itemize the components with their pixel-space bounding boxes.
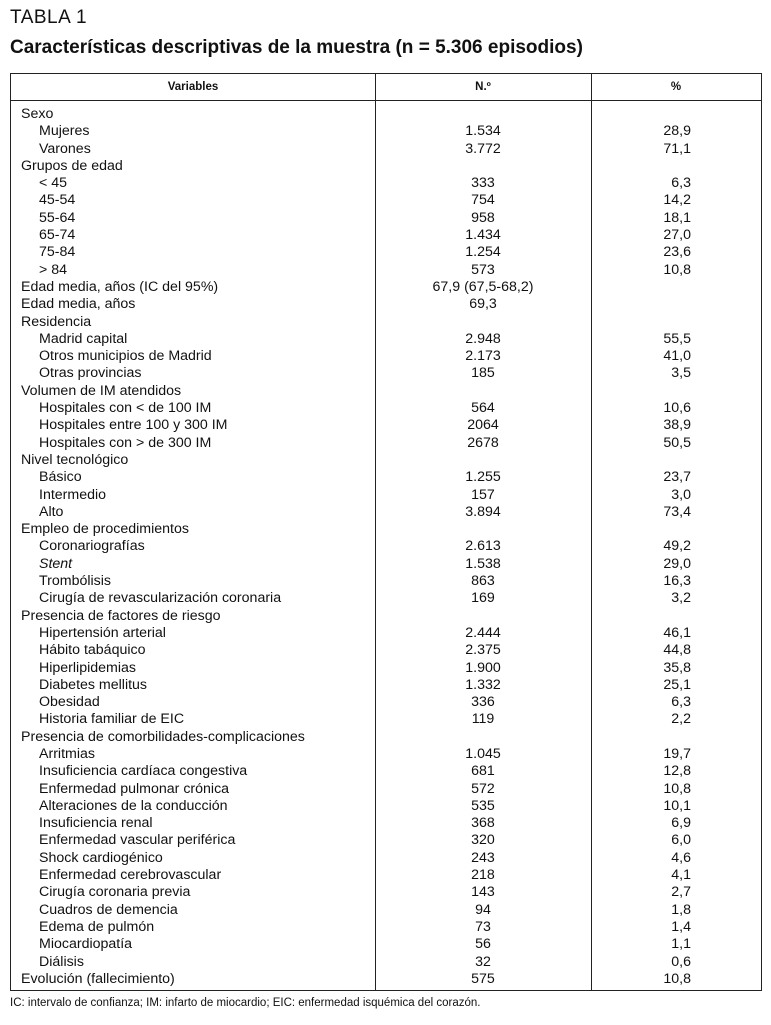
table-row xyxy=(11,504,761,521)
table-row xyxy=(11,590,761,607)
row-count: 564 xyxy=(471,400,495,417)
row-count: 3.772 xyxy=(465,140,501,157)
table-row xyxy=(11,954,761,971)
header-variables: Variables xyxy=(167,81,219,93)
row-percent: 10,6 xyxy=(663,400,691,417)
row-count: 336 xyxy=(471,694,495,711)
row-percent: 6,0 xyxy=(671,832,691,849)
row-variable: Alteraciones de la conducción xyxy=(39,797,228,814)
row-count: 67,9 (67,5-68,2) xyxy=(432,278,534,295)
row-variable: 45-54 xyxy=(39,192,76,209)
row-variable: 75-84 xyxy=(39,244,76,261)
row-variable: Edema de pulmón xyxy=(39,918,155,935)
row-count: 573 xyxy=(471,261,495,278)
row-variable: Presencia de comorbilidades-complicaciones xyxy=(21,728,305,745)
table-label: TABLA 1 xyxy=(10,7,88,28)
table-row xyxy=(11,123,761,140)
row-percent: 4,6 xyxy=(671,849,691,866)
table-row xyxy=(11,781,761,798)
row-count: 754 xyxy=(471,192,495,209)
table-row xyxy=(11,106,761,123)
row-percent: 38,9 xyxy=(663,417,691,434)
header-percent: % xyxy=(670,81,682,93)
row-variable: Trombólisis xyxy=(39,573,111,590)
row-count: 73 xyxy=(475,918,491,935)
table-row xyxy=(11,971,761,988)
row-percent: 4,1 xyxy=(671,867,691,884)
row-variable: Empleo de procedimientos xyxy=(21,521,189,538)
row-variable: Otros municipios de Madrid xyxy=(39,348,212,365)
row-variable: Arritmias xyxy=(39,745,95,762)
row-count: 368 xyxy=(471,815,495,832)
table-row xyxy=(11,677,761,694)
table-row xyxy=(11,746,761,763)
footnote: IC: intervalo de confianza; IM: infarto de miocardio; EIC: enfermedad isquémica del corazón. xyxy=(10,997,481,1009)
table-row xyxy=(11,279,761,296)
row-count: 1.255 xyxy=(465,469,501,486)
row-variable: Edad media, años (IC del 95%) xyxy=(21,278,219,295)
data-table xyxy=(10,73,762,991)
table-row xyxy=(11,175,761,192)
row-count: 1.534 xyxy=(465,123,501,140)
table-row xyxy=(11,383,761,400)
row-variable: Hipertensión arterial xyxy=(39,624,166,641)
row-variable: Hospitales con > de 300 IM xyxy=(39,434,212,451)
row-percent: 28,9 xyxy=(663,123,691,140)
row-percent: 29,0 xyxy=(663,555,691,572)
row-percent: 44,8 xyxy=(663,642,691,659)
row-count: 119 xyxy=(471,711,495,728)
row-count: 243 xyxy=(471,849,495,866)
table-row xyxy=(11,608,761,625)
row-count: 572 xyxy=(471,780,495,797)
row-count: 69,3 xyxy=(469,296,497,313)
table-row xyxy=(11,538,761,555)
row-count: 56 xyxy=(475,936,491,953)
row-variable: Shock cardiogénico xyxy=(39,849,163,866)
table-row xyxy=(11,884,761,901)
row-variable: Evolución (fallecimiento) xyxy=(21,970,175,987)
row-variable: 65-74 xyxy=(39,227,76,244)
row-variable: 55-64 xyxy=(39,209,76,226)
table-row xyxy=(11,521,761,538)
table-row xyxy=(11,262,761,279)
table-row xyxy=(11,244,761,261)
row-variable: Insuficiencia renal xyxy=(39,815,153,832)
row-count: 1.045 xyxy=(465,745,501,762)
row-count: 2.444 xyxy=(465,624,501,641)
row-percent: 1,1 xyxy=(671,936,691,953)
row-variable: Varones xyxy=(39,140,91,157)
row-variable: Hospitales entre 100 y 300 IM xyxy=(39,417,228,434)
row-count: 1.538 xyxy=(465,555,501,572)
row-variable: Diabetes mellitus xyxy=(39,676,148,693)
row-variable: Insuficiencia cardíaca congestiva xyxy=(39,763,248,780)
table-row xyxy=(11,573,761,590)
row-percent: 6,3 xyxy=(671,175,691,192)
row-count: 2.613 xyxy=(465,538,501,555)
table-row xyxy=(11,452,761,469)
row-variable: Edad media, años xyxy=(21,296,136,313)
row-count: 157 xyxy=(471,486,495,503)
row-percent: 18,1 xyxy=(663,209,691,226)
row-variable: Mujeres xyxy=(39,123,90,140)
row-percent: 23,7 xyxy=(663,469,691,486)
row-variable: Cirugía de revascularización coronaria xyxy=(39,590,282,607)
row-percent: 73,4 xyxy=(663,503,691,520)
row-count: 575 xyxy=(471,970,495,987)
table-row xyxy=(11,487,761,504)
table-row xyxy=(11,625,761,642)
table-row xyxy=(11,936,761,953)
row-count: 185 xyxy=(471,365,495,382)
row-variable: Hospitales con < de 100 IM xyxy=(39,400,212,417)
row-percent: 6,9 xyxy=(671,815,691,832)
row-variable: Sexo xyxy=(21,106,54,122)
row-percent: 10,8 xyxy=(663,780,691,797)
row-count: 169 xyxy=(471,590,495,607)
row-percent: 3,0 xyxy=(671,486,691,503)
table-row xyxy=(11,227,761,244)
row-count: 2.375 xyxy=(465,642,501,659)
row-count: 681 xyxy=(471,763,495,780)
row-count: 2.173 xyxy=(465,348,501,365)
table-row xyxy=(11,815,761,832)
table-row xyxy=(11,365,761,382)
table-row xyxy=(11,660,761,677)
row-percent: 19,7 xyxy=(663,745,691,762)
table-row xyxy=(11,902,761,919)
row-percent: 55,5 xyxy=(663,330,691,347)
row-count: 333 xyxy=(471,175,495,192)
row-variable: Alto xyxy=(39,503,64,520)
row-percent: 14,2 xyxy=(663,192,691,209)
row-percent: 3,5 xyxy=(671,365,691,382)
row-percent: 49,2 xyxy=(663,538,691,555)
row-percent: 10,8 xyxy=(663,970,691,987)
table-row xyxy=(11,141,761,158)
table-row xyxy=(11,469,761,486)
row-count: 218 xyxy=(471,867,495,884)
row-percent: 1,8 xyxy=(671,901,691,918)
row-variable: Coronariografías xyxy=(39,538,145,555)
row-percent: 1,4 xyxy=(671,918,691,935)
row-count: 863 xyxy=(471,573,495,590)
row-count: 1.254 xyxy=(465,244,501,261)
row-variable: Madrid capital xyxy=(39,330,128,347)
row-percent: 27,0 xyxy=(663,227,691,244)
table-row xyxy=(11,694,761,711)
table-row xyxy=(11,400,761,417)
row-count: 535 xyxy=(471,797,495,814)
row-variable: Enfermedad cerebrovascular xyxy=(39,867,222,884)
row-variable: Enfermedad pulmonar crónica xyxy=(39,780,230,797)
table-row xyxy=(11,314,761,331)
row-variable: Hiperlipidemias xyxy=(39,659,136,676)
table-row xyxy=(11,210,761,227)
row-variable: Grupos de edad xyxy=(21,157,123,174)
row-percent: 71,1 xyxy=(663,140,691,157)
table-row xyxy=(11,850,761,867)
row-variable: Intermedio xyxy=(39,486,107,503)
row-count: 3.894 xyxy=(465,503,501,520)
row-variable: Hábito tabáquico xyxy=(39,642,146,659)
table-row xyxy=(11,417,761,434)
table-row xyxy=(11,158,761,175)
row-percent: 12,8 xyxy=(663,763,691,780)
row-percent: 10,8 xyxy=(663,261,691,278)
row-variable: Volumen de IM atendidos xyxy=(21,382,182,399)
header-n: N.º xyxy=(475,81,491,93)
row-count: 320 xyxy=(471,832,495,849)
row-count: 94 xyxy=(475,901,491,918)
row-variable: Básico xyxy=(39,469,82,486)
row-variable: Enfermedad vascular periférica xyxy=(39,832,236,849)
table-row xyxy=(11,331,761,348)
table-row xyxy=(11,435,761,452)
row-variable: Presencia de factores de riesgo xyxy=(21,607,221,624)
row-percent: 23,6 xyxy=(663,244,691,261)
row-variable: Miocardiopatía xyxy=(39,936,133,953)
row-percent: 46,1 xyxy=(663,624,691,641)
row-variable: Diálisis xyxy=(39,953,84,970)
table-row xyxy=(11,729,761,746)
row-count: 2678 xyxy=(467,434,499,451)
row-percent: 0,6 xyxy=(671,953,691,970)
table-body xyxy=(11,106,761,988)
row-percent: 6,3 xyxy=(671,694,691,711)
row-percent: 16,3 xyxy=(663,573,691,590)
row-count: 2.948 xyxy=(465,330,501,347)
table-row xyxy=(11,798,761,815)
table-row xyxy=(11,763,761,780)
table-row xyxy=(11,867,761,884)
row-count: 1.434 xyxy=(465,227,501,244)
row-percent: 41,0 xyxy=(663,348,691,365)
table-row xyxy=(11,556,761,573)
table-row xyxy=(11,832,761,849)
row-variable: Stent xyxy=(39,555,73,572)
row-percent: 35,8 xyxy=(663,659,691,676)
row-count: 958 xyxy=(471,209,495,226)
table-title: Características descriptivas de la muestra (n = 5.306 episodios) xyxy=(10,37,583,58)
row-variable: Residencia xyxy=(21,313,92,330)
table-row xyxy=(11,348,761,365)
row-variable: < 45 xyxy=(39,175,68,192)
row-count: 143 xyxy=(471,884,495,901)
row-count: 1.900 xyxy=(465,659,501,676)
table-row xyxy=(11,642,761,659)
row-variable: Otras provincias xyxy=(39,365,142,382)
row-percent: 3,2 xyxy=(671,590,691,607)
row-percent: 10,1 xyxy=(663,797,691,814)
row-variable: Nivel tecnológico xyxy=(21,451,129,468)
table-row xyxy=(11,711,761,728)
row-percent: 2,2 xyxy=(671,711,691,728)
row-variable: Historia familiar de EIC xyxy=(39,711,185,728)
row-variable: > 84 xyxy=(39,261,68,278)
row-count: 32 xyxy=(475,953,491,970)
row-variable: Cuadros de demencia xyxy=(39,901,178,918)
table-header xyxy=(11,74,761,101)
table-row xyxy=(11,192,761,209)
table-row xyxy=(11,919,761,936)
row-percent: 25,1 xyxy=(663,676,691,693)
row-count: 2064 xyxy=(467,417,499,434)
row-variable: Cirugía coronaria previa xyxy=(39,884,191,901)
row-percent: 2,7 xyxy=(671,884,691,901)
row-count: 1.332 xyxy=(465,676,501,693)
row-percent: 50,5 xyxy=(663,434,691,451)
row-variable: Obesidad xyxy=(39,694,100,711)
table-row xyxy=(11,296,761,313)
